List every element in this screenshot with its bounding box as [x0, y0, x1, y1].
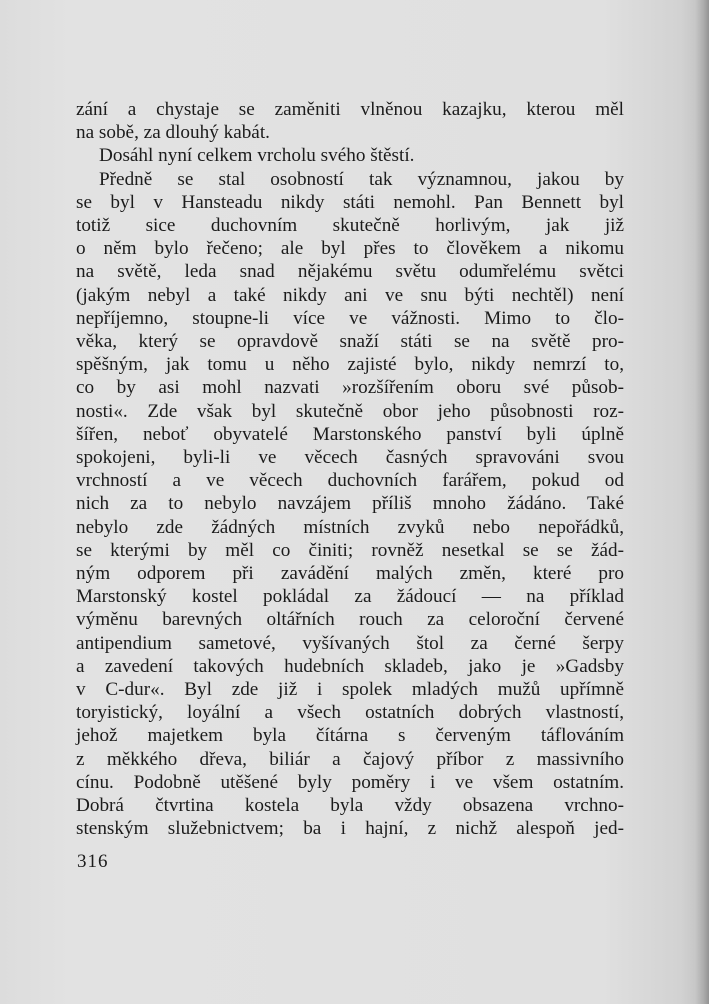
text-line: Dobrá čtvrtina kostela byla vždy obsazena vrchno- — [76, 795, 624, 817]
text-line: co by asi mohl nazvati »rozšířením oboru své působ- — [76, 377, 624, 399]
text-line: na světě, leda snad nějakému světu odumřelému světci — [76, 261, 624, 283]
text-line: výměnu barevných oltářních rouch za celoroční červené — [76, 609, 624, 631]
text-line: antipendium sametové, vyšívaných štol za černé šerpy — [76, 632, 624, 654]
text-line: Marstonský kostel pokládal za žádoucí — na příklad — [76, 586, 624, 608]
text-line: o něm bylo řečeno; ale byl přes to člověkem a nikomu — [76, 238, 624, 260]
text-line: vrchností a ve věcech duchovních farářem, pokud od — [76, 470, 624, 492]
text-line: z měkkého dřeva, biliár a čajový příbor z massivního — [76, 748, 624, 770]
text-line: šířen, neboť obyvatelé Marstonského panství byli úplně — [76, 423, 624, 445]
text-line: ným odporem při zavádění malých změn, které pro — [76, 563, 624, 585]
text-line: toryistický, loyální a všech ostatních dobrých vlastností, — [76, 702, 624, 724]
page-edge-shadow — [695, 0, 709, 1004]
text-line: spěšným, jak tomu u něho zajisté bylo, nikdy nemrzí to, — [76, 354, 624, 376]
text-line: jehož majetkem byla čítárna s červeným táflováním — [76, 725, 624, 747]
text-line: se kterými by měl co činiti; rovněž nesetkal se se žád- — [76, 539, 624, 561]
text-line: Předně se stal osobností tak významnou, jakou by — [99, 168, 624, 190]
text-line: nepříjemno, stoupne-li více ve vážnosti. Mimo to člo- — [76, 307, 624, 329]
page-number: 316 — [77, 851, 109, 872]
text-line: nich za to nebylo navzájem příliš mnoho žádáno. Také — [76, 493, 624, 515]
text-line: v C-dur«. Byl zde již i spolek mladých mužů upřímně — [76, 679, 624, 701]
text-line: stenským služebnictvem; ba i hajní, z nichž alespoň jed- — [76, 818, 624, 840]
text-line: (jakým nebyl a také nikdy ani ve snu býti nechtěl) není — [76, 284, 624, 306]
text-line: se byl v Hansteadu nikdy státi nemohl. Pan Bennett byl — [76, 191, 624, 213]
text-line: nebylo zde žádných místních zvyků nebo nepořádků, — [76, 516, 624, 538]
page-text — [76, 98, 624, 841]
text-line: zání a chystaje se zaměniti vlněnou kazajku, kterou měl — [76, 99, 624, 120]
text-line: a zavedení takových hudebních skladeb, jako je »Gadsby — [76, 655, 624, 677]
text-line: na sobě, za dlouhý kabát. — [76, 122, 270, 144]
text-line: cínu. Podobně utěšené byly poměry i ve všem ostatním. — [76, 771, 624, 793]
text-line: spokojeni, byli-li ve věcech časných spravováni svou — [76, 447, 624, 469]
text-line: věka, který se opravdově snaží státi se na světě pro- — [76, 331, 624, 353]
text-line: nosti«. Zde však byl skutečně obor jeho působnosti roz- — [76, 400, 624, 422]
text-line: totiž sice duchovním skutečně horlivým, jak již — [76, 215, 624, 237]
text-line: Dosáhl nyní celkem vrcholu svého štěstí. — [99, 145, 415, 167]
